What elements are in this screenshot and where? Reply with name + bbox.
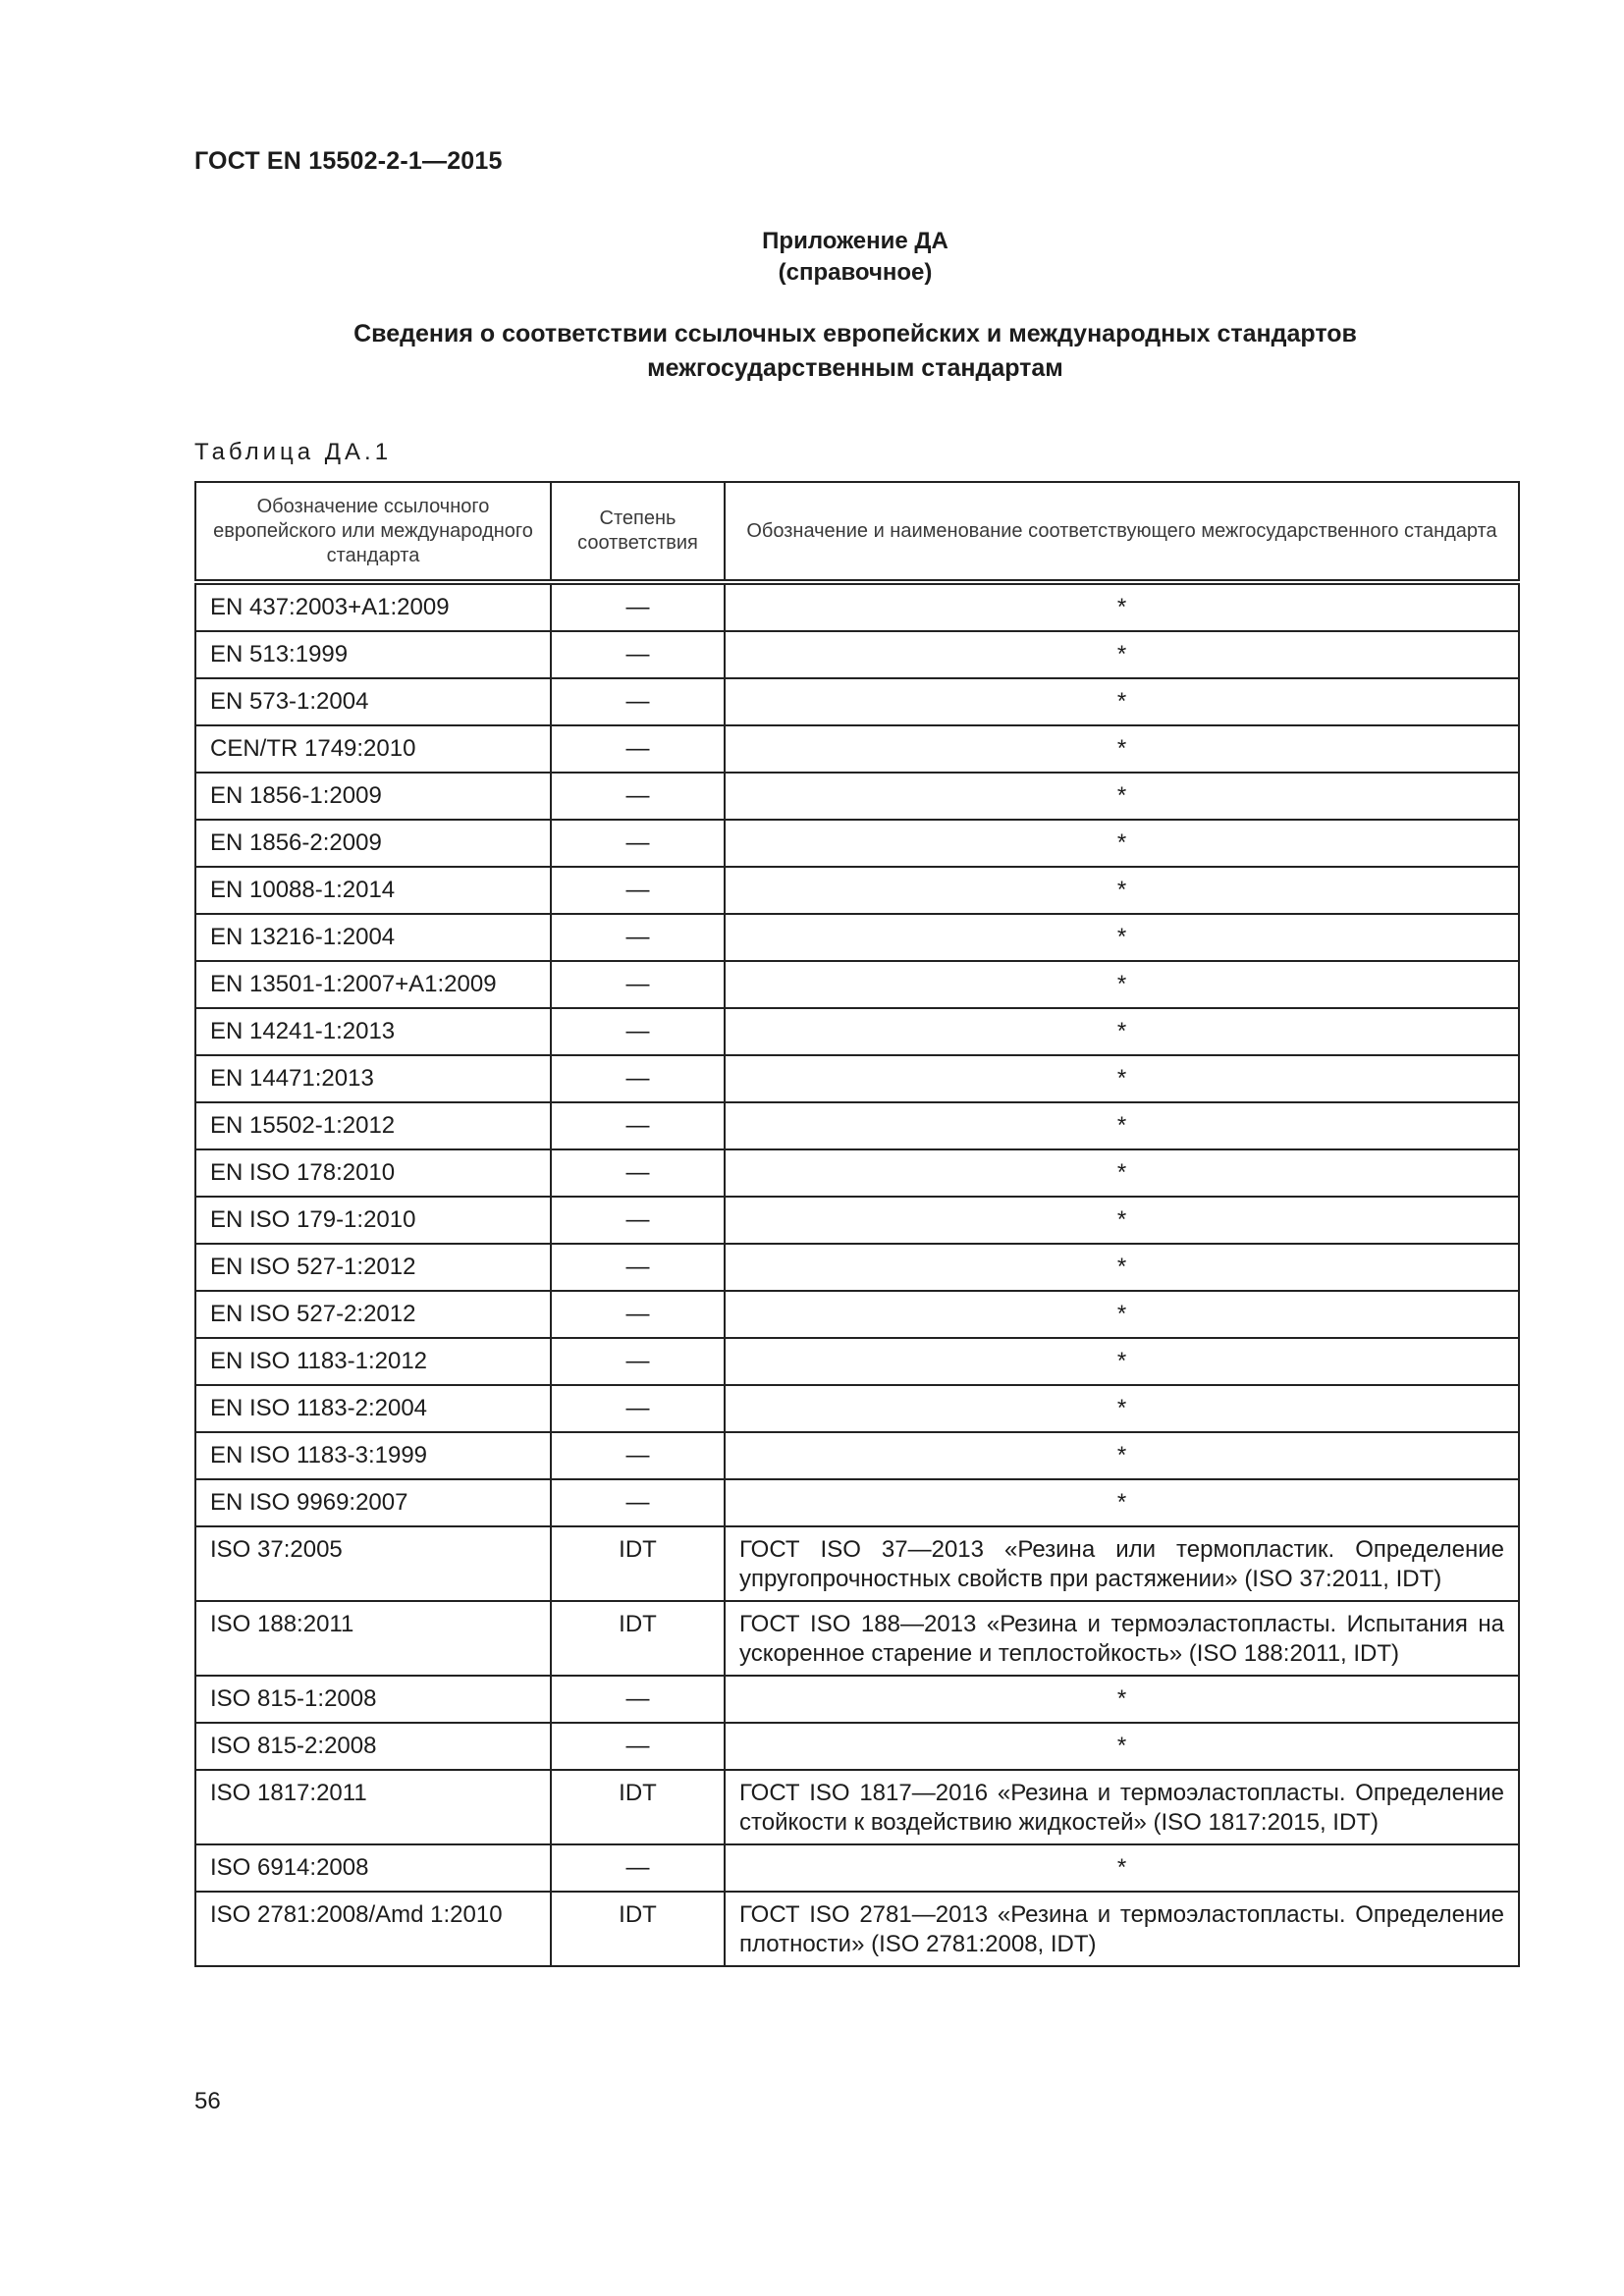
conformity-degree-cell: — [551,1055,725,1102]
conformity-degree-cell: IDT [551,1892,725,1966]
reference-standard-cell: EN 10088-1:2014 [195,867,551,914]
reference-standard-cell: ISO 815-1:2008 [195,1676,551,1723]
table-row [195,1291,1519,1338]
reference-standard-cell: EN 15502-1:2012 [195,1102,551,1149]
conformity-degree-cell: — [551,1008,725,1055]
interstate-standard-cell: * [725,1244,1519,1291]
interstate-standard-cell: * [725,678,1519,725]
table-row [195,867,1519,914]
table-row [195,1338,1519,1385]
interstate-standard-cell: * [725,1385,1519,1432]
reference-standard-cell: EN ISO 1183-1:2012 [195,1338,551,1385]
annex-subtitle: (справочное) [778,259,933,286]
reference-standard-cell: EN 573-1:2004 [195,678,551,725]
reference-standard-cell: EN 513:1999 [195,631,551,678]
conformity-degree-cell: — [551,1479,725,1526]
table-row [195,773,1519,820]
interstate-standard-cell: * [725,961,1519,1008]
reference-standard-cell: ISO 6914:2008 [195,1844,551,1892]
section-title-line2: межгосударственным стандартам [647,354,1063,382]
interstate-standard-cell: * [725,1102,1519,1149]
interstate-standard-cell: * [725,631,1519,678]
table-row [195,725,1519,773]
reference-standard-cell: EN ISO 178:2010 [195,1149,551,1197]
reference-standard-cell: EN 437:2003+A1:2009 [195,582,551,631]
interstate-standard-cell: * [725,1055,1519,1102]
conformity-degree-cell: — [551,1244,725,1291]
section-heading [194,317,1516,386]
table-row [195,1197,1519,1244]
conformity-degree-cell: — [551,678,725,725]
conformity-degree-cell: IDT [551,1601,725,1676]
conformity-degree-cell: — [551,773,725,820]
conformity-table [194,481,1520,1967]
conformity-degree-cell: — [551,1338,725,1385]
interstate-standard-cell: * [725,1479,1519,1526]
table-row [195,1055,1519,1102]
conformity-degree-cell: — [551,1291,725,1338]
interstate-standard-cell: * [725,1676,1519,1723]
interstate-standard-cell: * [725,914,1519,961]
table-row [195,820,1519,867]
conformity-degree-cell: — [551,1676,725,1723]
table-row [195,1892,1519,1966]
table-row [195,678,1519,725]
table-row [195,1770,1519,1844]
reference-standard-cell: EN ISO 527-1:2012 [195,1244,551,1291]
reference-standard-cell: EN 13216-1:2004 [195,914,551,961]
table-row [195,1479,1519,1526]
interstate-standard-cell: * [725,1149,1519,1197]
conformity-degree-cell: — [551,725,725,773]
reference-standard-cell: EN ISO 9969:2007 [195,1479,551,1526]
conformity-degree-cell: — [551,914,725,961]
interstate-standard-cell: * [725,867,1519,914]
annex-title: Приложение ДА [762,228,948,254]
reference-standard-cell: EN 13501-1:2007+A1:2009 [195,961,551,1008]
interstate-standard-cell: ГОСТ ISO 188—2013 «Резина и термоэластопласты. Испытания на ускоренное старение и теплостойкость» (ISO 188:2011, IDT) [725,1601,1519,1676]
conformity-table-container [194,481,1518,1967]
table-row [195,1526,1519,1601]
interstate-standard-cell: * [725,1338,1519,1385]
section-title-line1: Сведения о соответствии ссылочных европейских и международных стандартов [353,320,1357,347]
interstate-standard-cell: * [725,1844,1519,1892]
page-number: 56 [194,2088,221,2114]
table-row [195,1385,1519,1432]
reference-standard-cell: EN ISO 179-1:2010 [195,1197,551,1244]
conformity-degree-cell: — [551,582,725,631]
interstate-standard-cell: * [725,582,1519,631]
table-row [195,1844,1519,1892]
interstate-standard-cell: * [725,1008,1519,1055]
table-row [195,961,1519,1008]
reference-standard-cell: CEN/TR 1749:2010 [195,725,551,773]
conformity-degree-cell: — [551,867,725,914]
reference-standard-cell: EN ISO 1183-2:2004 [195,1385,551,1432]
table-caption: Таблица ДА.1 [194,439,393,465]
conformity-degree-cell: — [551,961,725,1008]
table-row [195,1432,1519,1479]
column-header-conformity-degree: Степень соответствия [551,482,725,582]
conformity-degree-cell: — [551,820,725,867]
reference-standard-cell: EN 1856-2:2009 [195,820,551,867]
table-header-row [195,482,1519,582]
column-header-interstate-standard: Обозначение и наименование соответствующего межгосударственного стандарта [725,482,1519,582]
reference-standard-cell: ISO 815-2:2008 [195,1723,551,1770]
reference-standard-cell: EN 14471:2013 [195,1055,551,1102]
column-header-reference-standard: Обозначение ссылочного европейского или международного стандарта [195,482,551,582]
conformity-degree-cell: — [551,1385,725,1432]
table-row [195,1601,1519,1676]
conformity-degree-cell: IDT [551,1770,725,1844]
reference-standard-cell: EN 1856-1:2009 [195,773,551,820]
interstate-standard-cell: * [725,820,1519,867]
reference-standard-cell: EN 14241-1:2013 [195,1008,551,1055]
conformity-degree-cell: — [551,1723,725,1770]
interstate-standard-cell: * [725,1432,1519,1479]
table-row [195,914,1519,961]
table-row [195,1244,1519,1291]
reference-standard-cell: ISO 37:2005 [195,1526,551,1601]
conformity-degree-cell: — [551,1197,725,1244]
table-row [195,1676,1519,1723]
table-row [195,1008,1519,1055]
table-row [195,1723,1519,1770]
interstate-standard-cell: ГОСТ ISO 37—2013 «Резина или термопластик. Определение упругопрочностных свойств при растяжении» (ISO 37:2011, IDT) [725,1526,1519,1601]
reference-standard-cell: EN ISO 1183-3:1999 [195,1432,551,1479]
conformity-degree-cell: — [551,1149,725,1197]
interstate-standard-cell: * [725,725,1519,773]
table-row [195,1149,1519,1197]
interstate-standard-cell: * [725,1723,1519,1770]
conformity-degree-cell: IDT [551,1526,725,1601]
interstate-standard-cell: ГОСТ ISO 1817—2016 «Резина и термоэластопласты. Определение стойкости к воздействию жидкостей» (ISO 1817:2015, IDT) [725,1770,1519,1844]
reference-standard-cell: EN ISO 527-2:2012 [195,1291,551,1338]
interstate-standard-cell: * [725,1291,1519,1338]
table-row [195,1102,1519,1149]
table-row [195,631,1519,678]
reference-standard-cell: ISO 1817:2011 [195,1770,551,1844]
interstate-standard-cell: * [725,773,1519,820]
conformity-degree-cell: — [551,1102,725,1149]
conformity-degree-cell: — [551,1432,725,1479]
interstate-standard-cell: * [725,1197,1519,1244]
table-row [195,582,1519,631]
document-code: ГОСТ EN 15502-2-1—2015 [194,147,503,175]
interstate-standard-cell: ГОСТ ISO 2781—2013 «Резина и термоэластопласты. Определение плотности» (ISO 2781:2008, IDT) [725,1892,1519,1966]
conformity-degree-cell: — [551,1844,725,1892]
reference-standard-cell: ISO 188:2011 [195,1601,551,1676]
table-body [195,582,1519,1966]
conformity-degree-cell: — [551,631,725,678]
annex-heading [194,226,1516,289]
reference-standard-cell: ISO 2781:2008/Amd 1:2010 [195,1892,551,1966]
